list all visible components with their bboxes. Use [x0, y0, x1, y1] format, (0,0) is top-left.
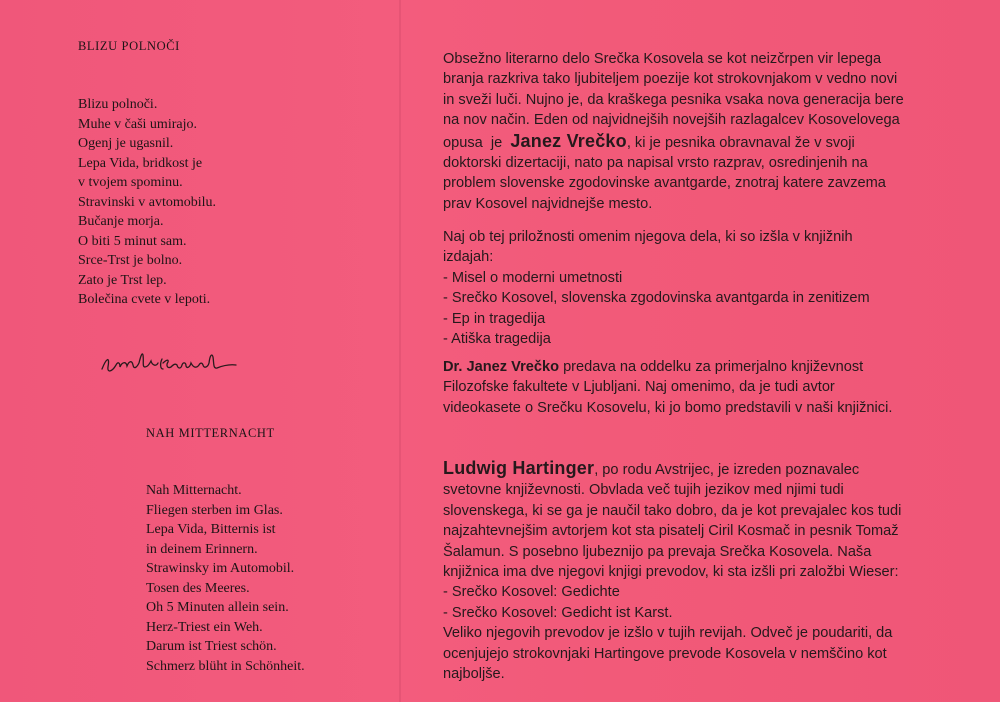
paragraph-vrecko-bio	[443, 357, 973, 418]
text-line: in sveži luči. Nujno je, da kraškega pesnika vsaka nova generacija bere	[443, 91, 904, 108]
text-line: knjižnica ima dve njegovi knjigi prevodov, ki sta izšli pri založbi Wieser:	[443, 564, 899, 581]
poem-nah-mitternacht	[146, 481, 305, 676]
text-fragment: predava na oddelku za primerjalno književnost	[559, 359, 864, 375]
verse-line: v tvojem spominu.	[78, 175, 183, 190]
text-line: Naj ob tej priložnosti omenim njegova dela, ki so izšla v knjižnih	[443, 229, 853, 245]
right-panel	[443, 0, 983, 702]
verse-line: Darum ist Triest schön.	[146, 639, 277, 654]
verse-line: Srce-Trst je bolno.	[78, 253, 183, 268]
verse-line: Ogenj je ugasnil.	[78, 136, 174, 151]
list-item: - Srečko Kosovel, slovenska zgodovinska avantgarda in zenitizem	[443, 290, 870, 307]
text-line: Veliko njegovih prevodov je izšlo v tujih revijah. Odveč je poudariti, da	[443, 625, 893, 642]
text-line: Šalamun. S posebno ljubeznijo pa prevaja Srečka Kosovela. Naša	[443, 543, 872, 560]
text-fragment: opusa je	[443, 134, 511, 151]
text-line: branja razkriva tako ljubiteljem poezije kot strokovnjakom v vedno novi	[443, 71, 898, 88]
verse-line: Zato je Trst lep.	[78, 272, 167, 288]
text-line: problem slovenske zgodovinske avantgarde, znotraj katere zavzema	[443, 175, 886, 192]
verse-line: Blizu polnoči.	[78, 97, 158, 112]
paragraph-works-list	[443, 227, 973, 349]
name-ludwig-hartinger: Ludwig Hartinger	[443, 458, 595, 478]
list-item: - Ep in tragedija	[443, 310, 546, 327]
name-janez-vrecko: Janez Vrečko	[510, 130, 627, 151]
paragraph-kosovel-intro	[443, 49, 973, 214]
text-line: doktorski dizertaciji, nato pa napisal vrsto razprav, osredinjenih na	[443, 155, 868, 172]
poem-title-nah-mitternacht: NAH MITTERNACHT	[146, 426, 275, 440]
verse-line: Muhe v čaši umirajo.	[78, 116, 197, 132]
verse-line: Stravinski v avtomobilu.	[78, 194, 217, 210]
verse-line: Tosen des Meeres.	[146, 580, 250, 596]
verse-line: in deinem Erinnern.	[146, 541, 258, 557]
paragraph-hartinger-bio	[443, 458, 973, 684]
poem-blizu-polnoci	[78, 95, 216, 310]
text-line: videokasete o Srečku Kosovelu, ki jo bomo predstavili v naši knjižnici.	[443, 399, 893, 416]
verse-line: Oh 5 Minuten allein sein.	[146, 600, 289, 615]
name-dr-janez-vrecko: Dr. Janez Vrečko	[443, 359, 560, 375]
verse-line: Schmerz blüht in Schönheit.	[146, 658, 305, 674]
text-line-with-name	[443, 357, 973, 377]
text-fragment: , po rodu Avstrijec, je izreden poznavalec	[594, 462, 860, 478]
verse-line: Nah Mitternacht.	[146, 483, 242, 498]
text-line: Filozofske fakultete v Ljubljani. Naj omenimo, da je tudi avtor	[443, 379, 835, 396]
list-item: - Atiška tragedija	[443, 331, 551, 348]
verse-line: Herz-Triest ein Weh.	[146, 619, 263, 635]
text-line: svetovne književnosti. Obvlada več tujih jezikov med njimi tudi	[443, 482, 844, 499]
text-line: najzahtevnejšim avtorjem kot sta pisatelj Ciril Kosmač in pesnik Tomaž	[443, 523, 899, 540]
verse-line: Strawinsky im Automobil.	[146, 561, 295, 576]
list-item: - Srečko Kosovel: Gedicht ist Karst.	[443, 604, 673, 621]
verse-line: Lepa Vida, Bitternis ist	[146, 522, 276, 537]
text-line: najboljše.	[443, 666, 505, 683]
text-fragment: , ki je pesnika obravnaval že v svoji	[626, 134, 855, 151]
verse-line: O biti 5 minut sam.	[78, 233, 187, 249]
list-item: - Misel o moderni umetnosti	[443, 269, 623, 286]
text-line: izdajah:	[443, 249, 494, 266]
text-line: prav Kosovel najvidnejše mesto.	[443, 195, 653, 212]
text-line: Obsežno literarno delo Srečka Kosovela se kot neizčrpen vir lepega	[443, 51, 882, 67]
verse-line: Bučanje morja.	[78, 214, 164, 229]
verse-line: Fliegen sterben im Glas.	[146, 502, 283, 518]
text-line-with-name	[443, 458, 973, 480]
handwritten-signature	[96, 345, 246, 381]
verse-line: Bolečina cvete v lepoti.	[78, 292, 211, 307]
left-panel	[0, 0, 400, 702]
text-line: na nov način. Eden od najvidnejših novejših razlagalcev Kosovelovega	[443, 112, 900, 129]
list-item: - Srečko Kosovel: Gedichte	[443, 584, 620, 601]
text-line: ocenjujejo strokovnjaki Hartingove prevode Kosovela v nemščino kot	[443, 645, 887, 662]
verse-line: Lepa Vida, bridkost je	[78, 155, 203, 171]
text-line: slovenskega, ki se ga je naučil tako dobro, da je kot prevajalec kos tudi	[443, 502, 902, 519]
poem-title-blizu-polnoci: BLIZU POLNOČI	[78, 39, 180, 53]
text-line-with-name	[443, 131, 973, 153]
